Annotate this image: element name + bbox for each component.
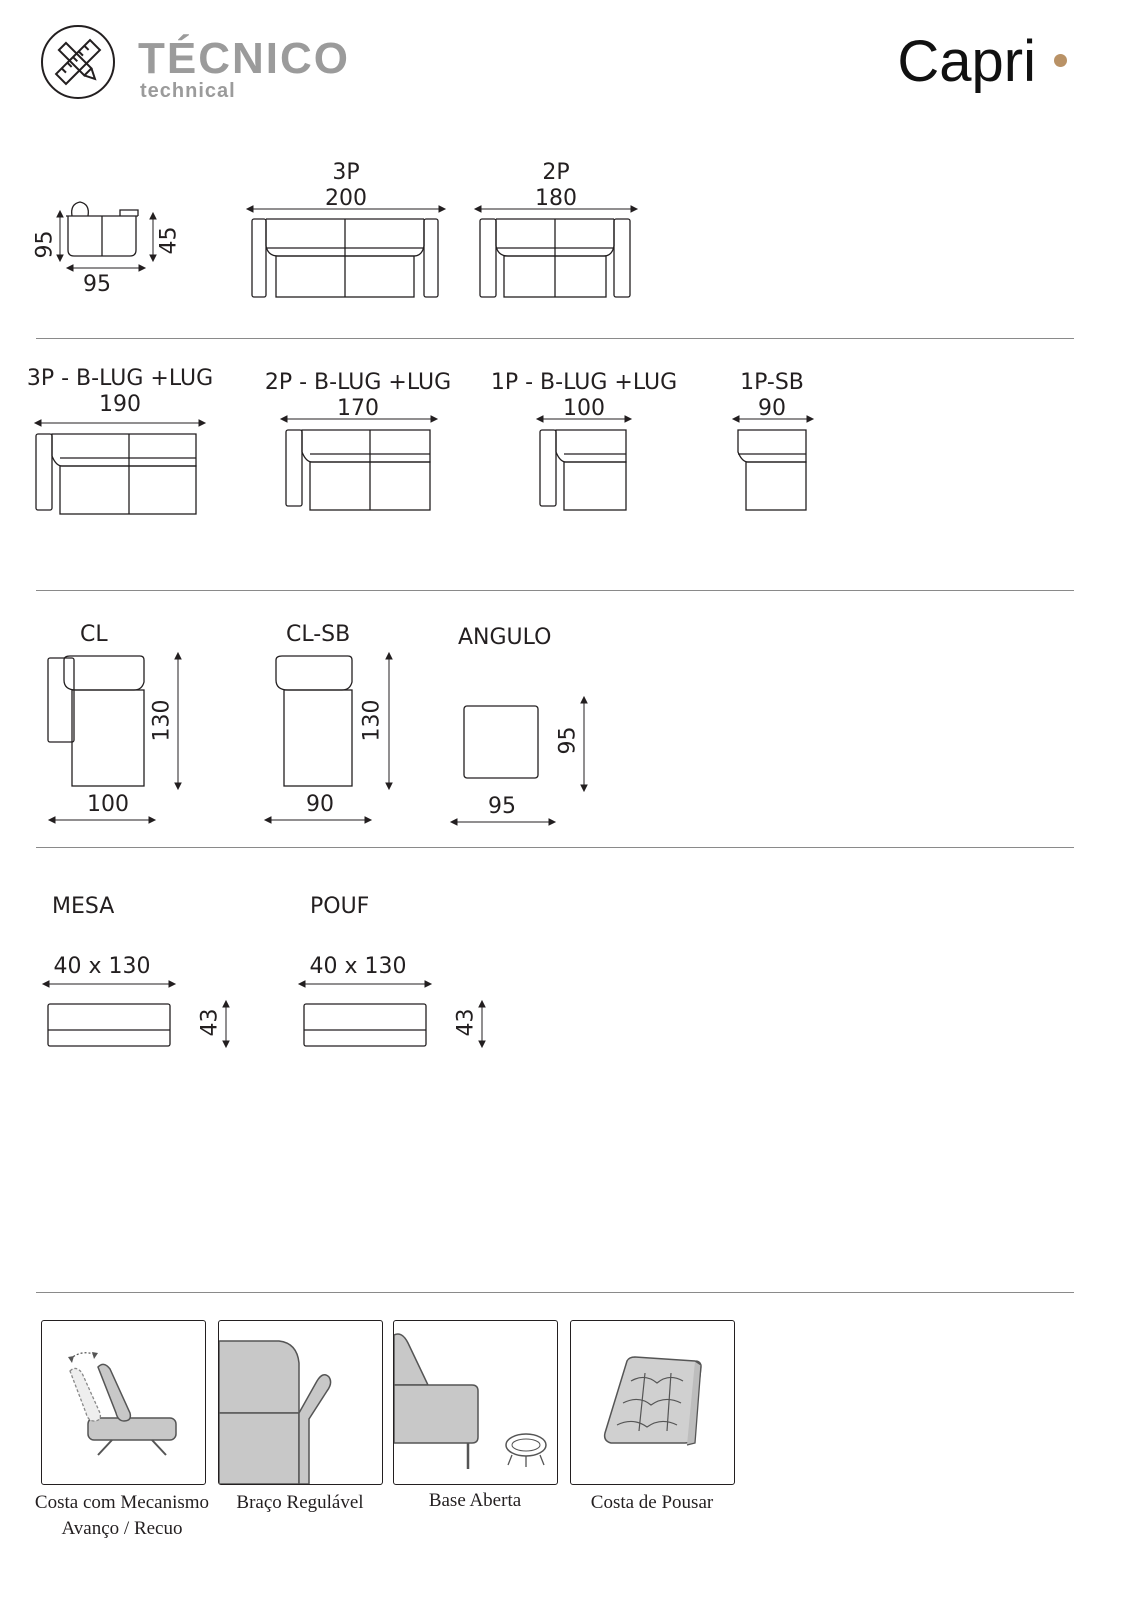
feature-reclining-back-label-2: Avanço / Recuo	[61, 1518, 183, 1539]
module-1psb-drawing	[732, 414, 814, 514]
module-3p-code: 3P	[332, 160, 360, 185]
module-2p-drawing	[474, 204, 638, 304]
module-3p-blug-code: 3P - B-LUG +LUG	[26, 366, 214, 391]
loose-cushion-icon	[571, 1321, 734, 1484]
module-pouf-height: 43	[453, 1008, 479, 1037]
divider	[36, 590, 1074, 591]
module-2p-width: 180	[535, 186, 577, 211]
adjustable-arm-icon	[219, 1321, 382, 1484]
brand-name: Capri	[897, 29, 1036, 94]
module-pouf-code: POUF	[310, 894, 370, 919]
feature-loose-cushion	[570, 1320, 735, 1485]
module-3p-blug-width: 190	[99, 392, 141, 417]
feature-adjustable-arm-label: Braço Regulável	[236, 1492, 364, 1513]
feature-open-base-label: Base Aberta	[428, 1490, 522, 1511]
module-1p-blug-code: 1P - B-LUG +LUG	[490, 370, 678, 395]
technical-logo-icon	[40, 24, 116, 100]
feature-reclining-back	[41, 1320, 206, 1485]
module-angulo-depth: 95	[555, 726, 581, 755]
open-base-icon	[394, 1321, 557, 1484]
module-mesa-size: 40 x 130	[53, 954, 151, 979]
module-cl-depth: 130	[149, 699, 175, 742]
brand-dot	[1054, 54, 1067, 67]
module-2p-blug-drawing	[280, 414, 440, 514]
module-clsb-width: 90	[306, 792, 334, 817]
module-3p-width: 200	[325, 186, 367, 211]
module-1psb-width: 90	[758, 396, 786, 421]
divider	[36, 847, 1074, 848]
feature-open-base	[393, 1320, 558, 1485]
divider	[36, 1292, 1074, 1293]
module-1p-blug-width: 100	[563, 396, 605, 421]
module-clsb-code: CL-SB	[286, 622, 351, 647]
module-2p-blug-code: 2P - B-LUG +LUG	[264, 370, 452, 395]
module-3p-drawing	[246, 204, 446, 304]
divider	[36, 338, 1074, 339]
reclining-back-icon	[42, 1321, 205, 1484]
profile-seat-height-label: 45	[156, 226, 182, 255]
module-pouf-size: 40 x 130	[309, 954, 407, 979]
module-angulo-width: 95	[488, 794, 516, 819]
module-mesa-height: 43	[197, 1008, 223, 1037]
feature-adjustable-arm	[218, 1320, 383, 1485]
profile-height-label: 95	[32, 230, 58, 259]
feature-loose-cushion-label: Costa de Pousar	[590, 1492, 714, 1513]
section-subtitle: technical	[140, 80, 236, 102]
section-title: TÉCNICO	[138, 34, 350, 83]
profile-depth-label: 95	[83, 272, 111, 297]
module-3p-blug-drawing	[34, 418, 206, 518]
module-cl-code: CL	[80, 622, 108, 647]
module-2p-blug-width: 170	[337, 396, 379, 421]
feature-reclining-back-label: Costa com Mecanismo	[34, 1492, 210, 1513]
module-cl-width: 100	[87, 792, 129, 817]
module-2p-code: 2P	[542, 160, 570, 185]
module-1p-blug-drawing	[536, 414, 636, 514]
module-1psb-code: 1P-SB	[740, 370, 804, 395]
module-clsb-depth: 130	[359, 699, 385, 742]
module-angulo-code: ANGULO	[458, 625, 552, 650]
module-mesa-code: MESA	[52, 894, 115, 919]
